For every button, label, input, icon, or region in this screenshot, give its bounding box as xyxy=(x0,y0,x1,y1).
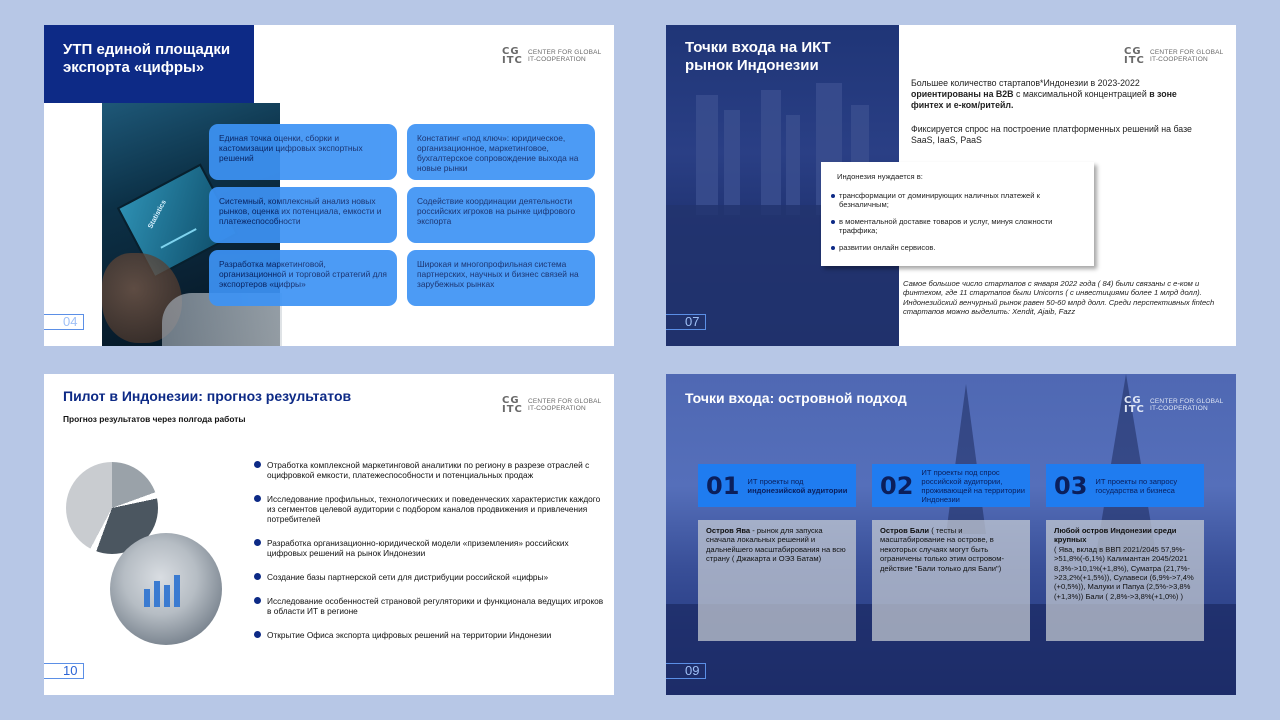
slide-title: Точки входа: островной подход xyxy=(685,390,907,406)
bullet-icon xyxy=(254,461,261,468)
slide-entry-points-ict[interactable] xyxy=(666,25,1236,346)
cgitc-logo: CG ITC CENTER FOR GLOBAL IT-COOPERATION xyxy=(502,395,602,415)
slide-title: Пилот в Индонезии: прогноз результатов xyxy=(63,388,352,404)
results-list xyxy=(254,460,604,654)
entry-point-3: 03 ИТ проекты по запросу государства и бизнеса xyxy=(1046,464,1204,507)
java-card: Остров Ява - рынок для запуска сначала локальных решений и дальнейшего масштабирования на всю страну ( Джакарта и ОЭЗ Батам) xyxy=(698,520,856,641)
list-item: Создание базы партнерской сети для дистрибуции российской «цифры» xyxy=(254,572,604,582)
entry-point-1: 01 ИТ проекты под индонезийской аудитории xyxy=(698,464,856,507)
slide-subtitle: Прогноз результатов через полгода работы xyxy=(63,414,246,424)
usp-box-5: Содействие координации деятельности российских игроков на рынке цифрового экспорта xyxy=(407,187,595,243)
slide-pilot-indonesia[interactable] xyxy=(44,374,614,695)
usp-box-6: Широкая и многопрофильная система партнерских, научных и бизнес связей на зарубежных рынках xyxy=(407,250,595,306)
bullet-icon xyxy=(254,597,261,604)
startup-paragraph: Большее количество стартапов*Индонезии в 2023-2022 ориентированы на B2B с максимальной концентрацией в зоне финтех и е-ком/ритейл. xyxy=(911,78,1177,110)
list-item: Открытие Офиса экспорта цифровых решений на территории Индонезии xyxy=(254,630,604,640)
list-item: Исследование особенностей страновой регуляторики и функционала ведущих игроков в области ИТ в регионе xyxy=(254,596,604,616)
footnote: Самое большое число стартапов с января 2022 года ( 84) были связаны с е-ком и финтехом, где 11 стартапов были Unicorns ( с инвестициями более 1 млрд долл). Индонезийский венчурный рынок равен 50-60 млрд долл. Среди перспективных fintech стартапов можно выделить: Xendit, Ajaib, Fazz xyxy=(903,279,1215,316)
slide-title: Точки входа на ИКТ рынок Индонезии xyxy=(685,39,831,74)
entry-point-2: 02 ИТ проекты под спрос российской аудитории, проживающей на территории Индонезии xyxy=(872,464,1030,507)
bullet-icon xyxy=(831,194,835,198)
usp-box-3: Разработка маркетинговой, организационной и торговой стратегий для экспортеров «цифры» xyxy=(209,250,397,306)
list-item: Отработка комплексной маркетинговой аналитики по региону в разрезе отраслей с оцифровкой емкости, платежеспособности и потенциальных продаж xyxy=(254,460,604,480)
bullet-icon xyxy=(254,495,261,502)
platform-paragraph: Фиксируется спрос на построение платформенных решений на базе SaaS, IaaS, PaaS xyxy=(911,124,1192,145)
usp-box-2: Системный, комплексный анализ новых рынков, оценка их потенциала, емкости и платежеспособности xyxy=(209,187,397,243)
usp-box-1: Единая точка оценки, сборки и кастомизации цифровых экспортных решений xyxy=(209,124,397,180)
list-item: Исследование профильных, технологических и поведенческих характеристик каждого из сегментов целевой аудитории с подбором каналов продвижения и привлечения потребителей xyxy=(254,494,604,524)
slide-island-approach[interactable] xyxy=(666,374,1236,695)
bullet-icon xyxy=(831,220,835,224)
any-island-card: Любой остров Индонезии среди крупных ( Ява, вклад в ВВП 2021/2045 57,9%->51,8%(-6,1%) Калимантан 2045/2021 8,3%->10,1%(+1,8%), Суматра (21,7%->23,2%(+1,5%)), Сулавеси (6,9%->7,4%(+0,5%)), Малуки и Папуа (2,5%->3,8%(+1,3%)) Бали ( 2,8%->3,8%(+1,0%) ) xyxy=(1046,520,1204,641)
bali-card: Остров Бали ( тесты и масштабирование на острове, в некоторых случаях могут быть ограничены только этим островом-действие "Бали только для Бали") xyxy=(872,520,1030,641)
slide-usp[interactable] xyxy=(44,25,614,346)
page-number: 04 xyxy=(44,314,84,330)
page-number: 07 xyxy=(666,314,706,330)
page-number: 09 xyxy=(666,663,706,679)
needs-box: Индонезия нуждается в: трансформации от доминирующих наличных платежей к безналичным; в моментальной доставке товаров и услуг, минуя сложности траффика; развитии онлайн сервисов. xyxy=(821,162,1094,266)
cgitc-logo: CG ITC CENTER FOR GLOBAL IT-COOPERATION xyxy=(1124,395,1224,415)
bullet-icon xyxy=(254,631,261,638)
usp-box-4: Констатинг «под ключ»: юридическое, организационное, маркетинговое, бухгалтерское сопровождение выхода на новые рынки xyxy=(407,124,595,180)
cgitc-logo: CG ITC CENTER FOR GLOBAL IT-COOPERATION xyxy=(1124,46,1224,66)
pie-photo-2 xyxy=(110,533,222,645)
photo-label: Statistics xyxy=(147,199,168,230)
cgitc-logo: CG ITC CENTER FOR GLOBAL IT-COOPERATION xyxy=(502,46,602,66)
bullet-icon xyxy=(831,246,835,250)
page-number: 10 xyxy=(44,663,84,679)
list-item: Разработка организационно-юридической модели «приземления» российских цифровых решений на рынок Индонезии xyxy=(254,538,604,558)
slide-title: УТП единой площадки экспорта «цифры» xyxy=(63,41,231,76)
bullet-icon xyxy=(254,539,261,546)
bullet-icon xyxy=(254,573,261,580)
